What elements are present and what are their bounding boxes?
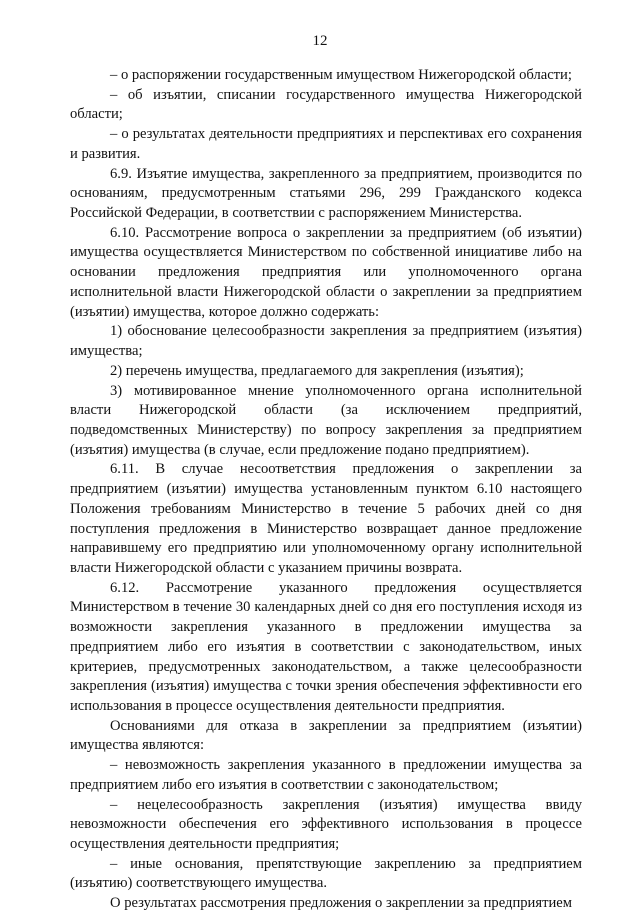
paragraph-list-item-2: 2) перечень имущества, предлагаемого для закрепления (изъятия); — [110, 362, 524, 379]
paragraph-inexpediency-bullet: – нецелесообразность закрепления (изъятия) имущества ввиду невозможности обеспечения его эффективного использования в процессе осуществления деятельности предприятия; — [70, 796, 582, 853]
paragraph-6-11: 6.11. В случае несоответствия предложения о закреплении за предприятием (изъятии) имущества установленным пунктом 6.10 настоящего Положения требованиям Министерство в течение 5 рабочих дней со дня поступления предложения в Министерство возвращает данное предложение направившему его предприятию или уполномоченному органу исполнительной власти Нижегородской области с указанием причины возврата. — [70, 461, 582, 576]
paragraph-6-12: 6.12. Рассмотрение указанного предложения осуществляется Министерством в течение 30 календарных дней со дня его поступления исходя из возможности закрепления указанного в предложении имущества за предприятием либо его изъятия в соответствии с законодательством, иных критериев, предусмотренных законодательством, а также целесообразности закрепления (изъятия) имущества с точки зрения обеспечения эффективности его использования в процессе осуществления деятельности предприятия. — [70, 579, 582, 714]
document-body — [70, 66, 582, 914]
paragraph-results-bullet: – о результатах деятельности предприятиях и перспективах его сохранения и развития. — [70, 126, 582, 162]
paragraph-impossibility-bullet: – невозможность закрепления указанного в предложении имущества за предприятием либо его изъятия в соответствии с законодательством; — [70, 757, 582, 793]
paragraph-disposal-bullet: – о распоряжении государственным имуществом Нижегородской области; — [110, 67, 572, 83]
paragraph-6-9: 6.9. Изъятие имущества, закрепленного за предприятием, производится по основаниям, предусмотренным статьями 296, 299 Гражданского кодекса Российской Федерации, в соответствии с распоряжением Министерства. — [70, 165, 582, 222]
paragraph-list-item-3: 3) мотивированное мнение уполномоченного органа исполнительной власти Нижегородской области (за исключением предприятий, подведомственных Министерству) по вопросу закрепления за предприятием (изъятия) имущества (в случае, если предложение подано предприятием). — [70, 382, 582, 458]
paragraph-refusal-grounds: Основаниями для отказа в закреплении за предприятием (изъятии) имущества являются: — [70, 717, 582, 754]
paragraph-results-consideration: О результатах рассмотрения предложения о закреплении за предприятием — [110, 895, 572, 912]
page-number: 12 — [312, 33, 328, 49]
paragraph-other-grounds-bullet: – иные основания, препятствующие закреплению за предприятием (изъятию) соответствующего имущества. — [70, 855, 582, 892]
paragraph-list-item-1: 1) обоснование целесообразности закрепления за предприятием (изъятия) имущества; — [70, 323, 582, 360]
paragraph-6-10: 6.10. Рассмотрение вопроса о закреплении за предприятием (об изъятии) имущества осуществляется Министерством по собственной инициативе либо на основании предложения предприятия или уполномоченного органа исполнительной власти Нижегородской области о закреплении за предприятием (изъятии) имущества, которое должно содержать: — [70, 224, 582, 320]
paragraph-seizure-bullet: – об изъятии, списании государственного имущества Нижегородской области; — [70, 86, 582, 123]
